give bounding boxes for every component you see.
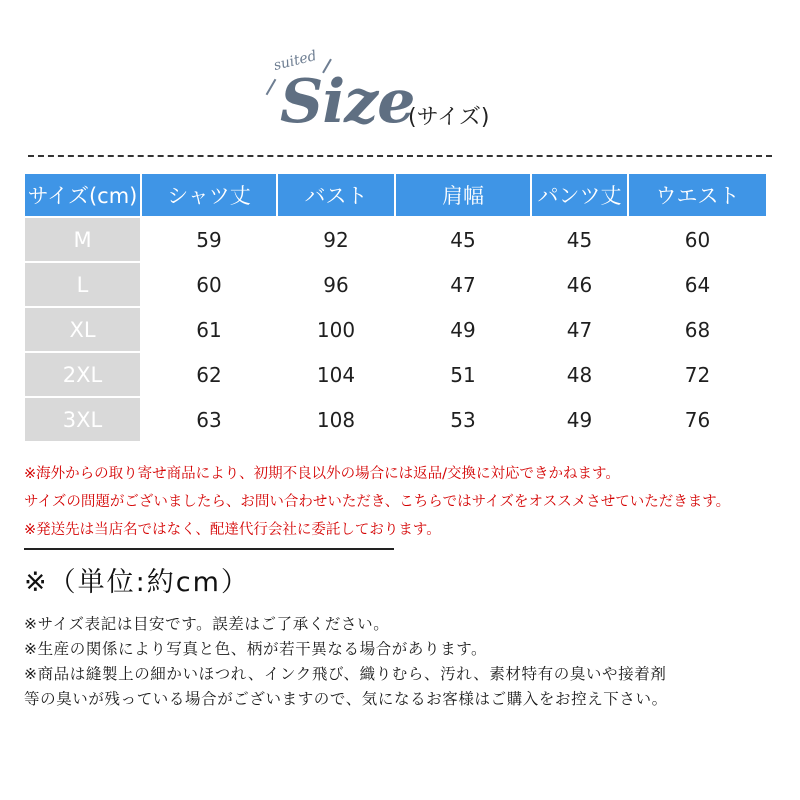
waist-cell: 64 — [684, 272, 711, 297]
pants-length-cell: 46 — [566, 272, 593, 297]
table-row — [25, 263, 766, 306]
shoulder-cell: 47 — [450, 272, 476, 297]
warning-note-line: ※発送先は当店名ではなく、配達代行会社に委託しております。 — [24, 522, 441, 538]
table-row — [25, 398, 766, 441]
shirt-length-cell: 59 — [196, 227, 222, 252]
size-cell: 2XL — [25, 353, 140, 396]
pants-length-cell: 48 — [566, 362, 593, 387]
general-note-line: ※商品は縫製上の細かいほつれ、インク飛び、織りむら、汚れ、素材特有の臭いや接着剤 — [24, 665, 667, 683]
column-header: パンツ丈 — [532, 174, 627, 216]
solid-divider — [24, 548, 394, 550]
warning-note-line: サイズの問題がございましたら、お問い合わせいただき、こちらではサイズをオススメさせていただきます。 — [24, 494, 731, 510]
shoulder-cell: 49 — [450, 317, 476, 342]
suited-caption: suited — [272, 47, 319, 74]
table-row — [25, 308, 766, 351]
shoulder-cell: 45 — [450, 227, 476, 252]
unit-heading: ※（単位:約cm） — [24, 567, 250, 598]
size-cell: 3XL — [25, 398, 140, 441]
size-cell: L — [25, 263, 140, 306]
decorative-slash — [266, 79, 277, 96]
size-heading: Size — [280, 67, 415, 137]
waist-cell: 60 — [684, 227, 711, 252]
bust-cell: 92 — [323, 227, 349, 252]
pants-length-cell: 49 — [566, 407, 593, 432]
general-note-line: 等の臭いが残っている場合がございますので、気になるお客様はご購入をお控え下さい。 — [24, 690, 668, 708]
bust-cell: 104 — [316, 362, 356, 387]
shoulder-cell: 51 — [450, 362, 476, 387]
table-header-row — [25, 174, 766, 216]
table-row — [25, 218, 766, 261]
shirt-length-cell: 63 — [196, 407, 222, 432]
bust-cell: 96 — [323, 272, 349, 297]
table-row — [25, 353, 766, 396]
general-notes — [24, 612, 668, 712]
column-header: 肩幅 — [396, 174, 530, 216]
general-note-line: ※サイズ表記は目安です。誤差はご了承ください。 — [24, 615, 390, 633]
shirt-length-cell: 61 — [196, 317, 222, 342]
column-header: ウエスト — [629, 174, 766, 216]
bust-cell: 100 — [316, 317, 356, 342]
column-header: バスト — [278, 174, 394, 216]
size-table — [23, 172, 768, 443]
size-cell: XL — [25, 308, 140, 351]
column-header: シャツ丈 — [142, 174, 276, 216]
warning-note-line: ※海外からの取り寄せ商品により、初期不良以外の場合には返品/交換に対応できかねます。 — [24, 466, 620, 482]
shoulder-cell: 53 — [450, 407, 476, 432]
general-note-line: ※生産の関係により写真と色、柄が若干異なる場合があります。 — [24, 640, 488, 658]
waist-cell: 72 — [684, 362, 711, 387]
warning-notes — [24, 460, 730, 544]
bust-cell: 108 — [316, 407, 356, 432]
shirt-length-cell: 60 — [196, 272, 222, 297]
waist-cell: 76 — [684, 407, 711, 432]
size-title-block — [262, 47, 562, 148]
size-cell: M — [25, 218, 140, 261]
pants-length-cell: 47 — [566, 317, 593, 342]
size-heading-japanese: (サイズ) — [408, 105, 490, 130]
waist-cell: 68 — [684, 317, 711, 342]
column-header: サイズ(cm) — [25, 174, 140, 216]
shirt-length-cell: 62 — [196, 362, 222, 387]
pants-length-cell: 45 — [566, 227, 593, 252]
dashed-divider — [28, 155, 772, 157]
